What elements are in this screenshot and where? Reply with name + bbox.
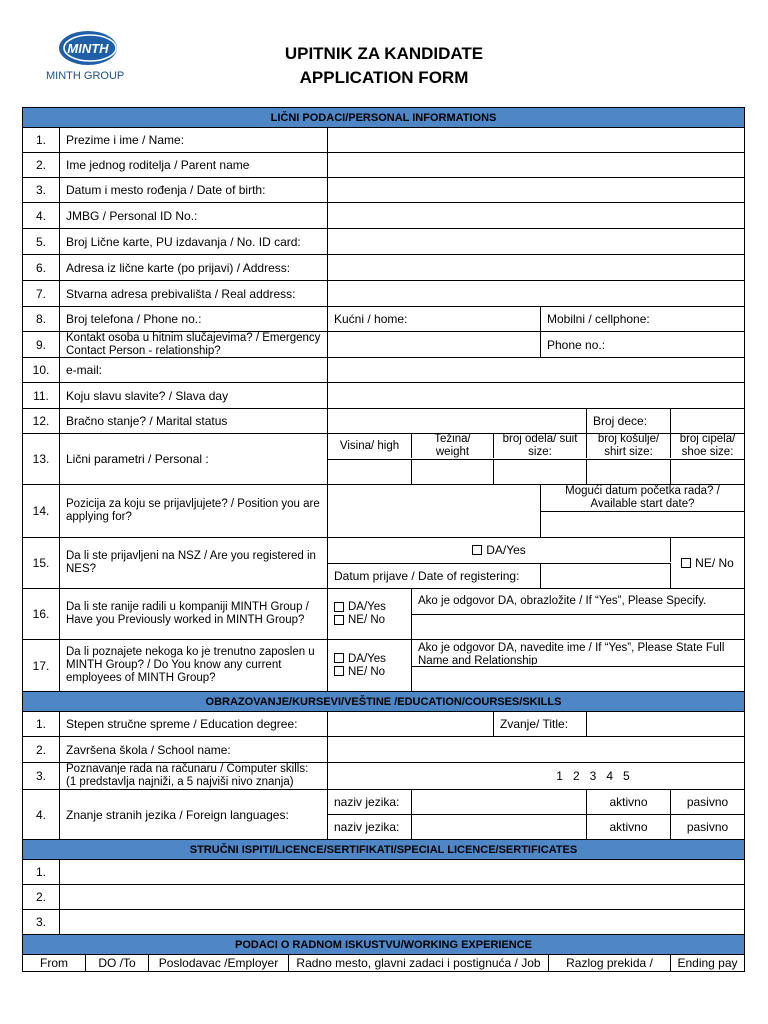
school-name-input[interactable]	[328, 737, 744, 762]
know-yes-option[interactable]	[334, 653, 386, 666]
active-option[interactable]: aktivno	[587, 790, 671, 814]
personal-row-7	[22, 281, 745, 307]
licence-input[interactable]	[60, 860, 744, 884]
personal-row-5	[22, 229, 745, 255]
licence-row-2	[22, 885, 745, 910]
shoe-size-input[interactable]	[671, 459, 744, 484]
nes-yes-option[interactable]	[328, 538, 671, 562]
field-label: Pozicija za koju se prijavljujete? / Position you are applying for?	[60, 485, 328, 537]
yes-label: DA/Yes	[348, 652, 386, 665]
weight-label: Težina/ weight	[412, 434, 494, 458]
position-input[interactable]	[328, 485, 541, 537]
parent-name-input[interactable]	[328, 153, 744, 177]
active-option[interactable]: aktivno	[587, 814, 671, 839]
yes-label: DA/Yes	[348, 601, 386, 613]
personal-row-13	[22, 434, 745, 485]
education-row-4	[22, 790, 745, 840]
row-number: 4.	[23, 203, 60, 228]
row-number: 3.	[23, 763, 60, 789]
field-label: Lični parametri / Personal :	[60, 434, 328, 484]
column-ending-pay: Ending pay	[677, 956, 738, 970]
worked-yes-option[interactable]	[334, 601, 386, 614]
registration-date-input[interactable]	[541, 563, 671, 588]
weight-input[interactable]	[412, 459, 494, 484]
language-name-label: naziv jezika:	[328, 814, 412, 839]
field-label: Kontakt osoba u hitnim slučajevima? / Emergency Contact Person - relationship?	[60, 332, 328, 357]
children-label: Broj dece:	[587, 409, 671, 433]
real-address-input[interactable]	[328, 281, 744, 306]
row-number: 10.	[23, 358, 60, 382]
row-number: 6.	[23, 255, 60, 280]
licence-row-3	[22, 910, 745, 935]
row-number: 8.	[23, 307, 60, 331]
personal-row-1	[22, 128, 745, 153]
personal-row-16	[22, 589, 745, 640]
height-input[interactable]	[328, 459, 412, 484]
personal-row-9	[22, 332, 745, 358]
checkbox-icon[interactable]	[334, 653, 344, 663]
language-name-label: naziv jezika:	[328, 790, 412, 814]
email-input[interactable]	[328, 358, 744, 382]
row-number: 5.	[23, 229, 60, 254]
row-number: 4.	[23, 790, 60, 839]
row-number: 11.	[23, 383, 60, 408]
marital-status-input[interactable]	[328, 409, 587, 433]
education-row-2	[22, 737, 745, 763]
field-label: Da li poznajete nekoga ko je trenutno zaposlen u MINTH Group? / Do You know any current employees of MINTH Group?	[60, 640, 328, 691]
worked-before-options	[328, 589, 412, 639]
field-label: Adresa iz lične karte (po prijavi) / Address:	[60, 255, 328, 280]
field-label: Bračno stanje? / Marital status	[60, 409, 328, 433]
passive-option[interactable]: pasivno	[686, 795, 729, 809]
title-label: Zvanje/ Title:	[494, 712, 587, 736]
field-label: Znanje stranih jezika / Foreign languages:	[60, 790, 328, 839]
licence-input[interactable]	[60, 885, 744, 909]
personal-row-15	[22, 538, 745, 589]
education-degree-input[interactable]	[328, 712, 494, 736]
row-number: 3.	[23, 910, 60, 934]
language-name-input[interactable]	[412, 814, 587, 839]
height-label: Visina/ high	[328, 434, 412, 458]
address-input[interactable]	[328, 255, 744, 280]
licence-row-1	[22, 860, 745, 885]
field-label: Ime jednog roditelja / Parent name	[60, 153, 328, 177]
personal-row-17	[22, 640, 745, 692]
row-number: 2.	[23, 885, 60, 909]
field-label: Stvarna adresa prebivališta / Real address:	[60, 281, 328, 306]
yes-label: DA/Yes	[486, 543, 526, 557]
field-label: Poznavanje rada na računaru / Computer skills: (1 predstavlja najniži, a 5 najviši nivo znanja)	[60, 763, 328, 789]
no-label: NE/ No	[348, 665, 386, 678]
row-number: 1.	[23, 128, 60, 152]
row-number: 9.	[23, 332, 60, 357]
field-label: Da li ste prijavljeni na NSZ / Are you registered in NES?	[60, 538, 328, 588]
personal-row-6	[22, 255, 745, 281]
worked-specify-input[interactable]	[412, 614, 744, 639]
personal-row-12	[22, 409, 745, 434]
personal-row-3	[22, 178, 745, 203]
field-label: Stepen stručne spreme / Education degree:	[60, 712, 328, 736]
nes-no-option[interactable]	[671, 538, 744, 588]
column-reason: Razlog prekida /	[549, 955, 671, 971]
suit-size-label: broj odela/ suit size:	[494, 434, 587, 458]
know-employee-options	[328, 640, 412, 691]
name-input[interactable]	[328, 128, 744, 152]
shoe-size-label: broj cipela/ shoe size:	[679, 434, 736, 458]
column-to: DO /To	[86, 955, 149, 971]
field-label: JMBG / Personal ID No.:	[60, 203, 328, 228]
section-licences-header: STRUČNI ISPITI/LICENCE/SERTIFIKATI/SPECIAL LICENCE/SERTIFICATES	[22, 840, 745, 860]
personal-row-10	[22, 358, 745, 383]
row-number: 16.	[23, 589, 60, 639]
mobile-phone-input[interactable]: Mobilni / cellphone:	[547, 312, 650, 326]
logo-text: MINTH GROUP	[46, 70, 125, 82]
section-personal-header: LIČNI PODACI/PERSONAL INFORMATIONS	[22, 107, 745, 128]
personal-row-14	[22, 485, 745, 538]
field-label: Koju slavu slavite? / Slava day	[60, 383, 328, 408]
education-row-3	[22, 763, 745, 790]
column-from: From	[23, 955, 86, 971]
home-phone-input[interactable]: Kućni / home:	[328, 307, 541, 331]
know-employee-input[interactable]	[412, 666, 744, 691]
licence-input[interactable]	[60, 910, 744, 934]
form-title: UPITNIK ZA KANDIDATE	[284, 44, 484, 63]
start-date-label: Mogući datum početka rada? / Available start date?	[565, 485, 720, 510]
birth-input[interactable]	[328, 178, 744, 202]
no-label: NE/ No	[695, 556, 734, 570]
personal-row-11	[22, 383, 745, 409]
checkbox-icon[interactable]	[334, 615, 344, 625]
registration-date-label: Datum prijave / Date of registering:	[328, 563, 541, 588]
column-job: Radno mesto, glavni zadaci i postignuća / Job	[289, 955, 549, 971]
experience-header-row	[22, 955, 745, 972]
field-label: e-mail:	[60, 358, 328, 382]
know-employee-label: Ako je odgovor DA, navedite ime / If “Yes”, Please State Full Name and Relationship	[418, 642, 725, 665]
shirt-size-label: broj košulje/ shirt size:	[587, 434, 671, 458]
education-row-1	[22, 712, 745, 737]
start-date-input[interactable]	[541, 511, 744, 537]
shirt-size-input[interactable]	[587, 459, 671, 484]
row-number: 2.	[23, 153, 60, 177]
section-education-header: OBRAZOVANJE/KURSEVI/VEŠTINE /EDUCATION/COURSES/SKILLS	[22, 692, 745, 712]
slava-input[interactable]	[328, 383, 744, 408]
passive-option[interactable]: pasivno	[686, 819, 729, 834]
checkbox-icon[interactable]	[681, 558, 691, 568]
language-name-input[interactable]	[412, 790, 587, 814]
checkbox-icon[interactable]	[472, 545, 482, 555]
personal-row-2	[22, 153, 745, 178]
row-number: 7.	[23, 281, 60, 306]
worked-specify-label: Ako je odgovor DA, obrazložite / If “Yes”, Please Specify.	[418, 594, 707, 607]
section-experience-header: PODACI O RADNOM ISKUSTVU/WORKING EXPERIENCE	[22, 935, 745, 955]
row-number: 17.	[23, 640, 60, 691]
row-number: 12.	[23, 409, 60, 433]
field-label: Broj telefona / Phone no.:	[60, 307, 328, 331]
computer-skills-scale[interactable]: 1 2 3 4 5	[556, 769, 630, 783]
form-subtitle: APPLICATION FORM	[299, 68, 469, 87]
field-label: Prezime i ime / Name:	[60, 128, 328, 152]
checkbox-icon[interactable]	[334, 602, 344, 612]
row-number: 1.	[23, 712, 60, 736]
field-label: Da li ste ranije radili u kompaniji MINTH Group / Have you Previously worked in MINTH Group?	[60, 589, 328, 639]
no-label: NE/ No	[348, 614, 386, 626]
row-number: 2.	[23, 737, 60, 762]
row-number: 14.	[23, 485, 60, 537]
field-label: Završena škola / School name:	[60, 737, 328, 762]
title-input[interactable]	[587, 712, 744, 736]
personal-id-input[interactable]	[328, 203, 744, 228]
id-card-input[interactable]	[328, 229, 744, 254]
field-label: Broj Lične karte, PU izdavanja / No. ID card:	[60, 229, 328, 254]
row-number: 13.	[23, 434, 60, 484]
know-no-option[interactable]	[334, 666, 385, 679]
row-number: 15.	[23, 538, 60, 588]
logo-mark: MINTH	[67, 41, 109, 56]
application-form	[22, 107, 745, 972]
row-number: 3.	[23, 178, 60, 202]
personal-row-8	[22, 307, 745, 332]
children-input[interactable]	[671, 409, 744, 433]
emergency-contact-input[interactable]	[328, 332, 541, 357]
suit-size-input[interactable]	[494, 459, 587, 484]
row-number: 1.	[23, 860, 60, 884]
checkbox-icon[interactable]	[334, 666, 344, 676]
field-label: Datum i mesto rođenja / Date of birth:	[60, 178, 328, 202]
emergency-phone-input[interactable]: Phone no.:	[547, 337, 606, 352]
column-employer: Poslodavac /Employer	[149, 955, 289, 971]
worked-no-option[interactable]	[334, 614, 385, 627]
personal-row-4	[22, 203, 745, 229]
